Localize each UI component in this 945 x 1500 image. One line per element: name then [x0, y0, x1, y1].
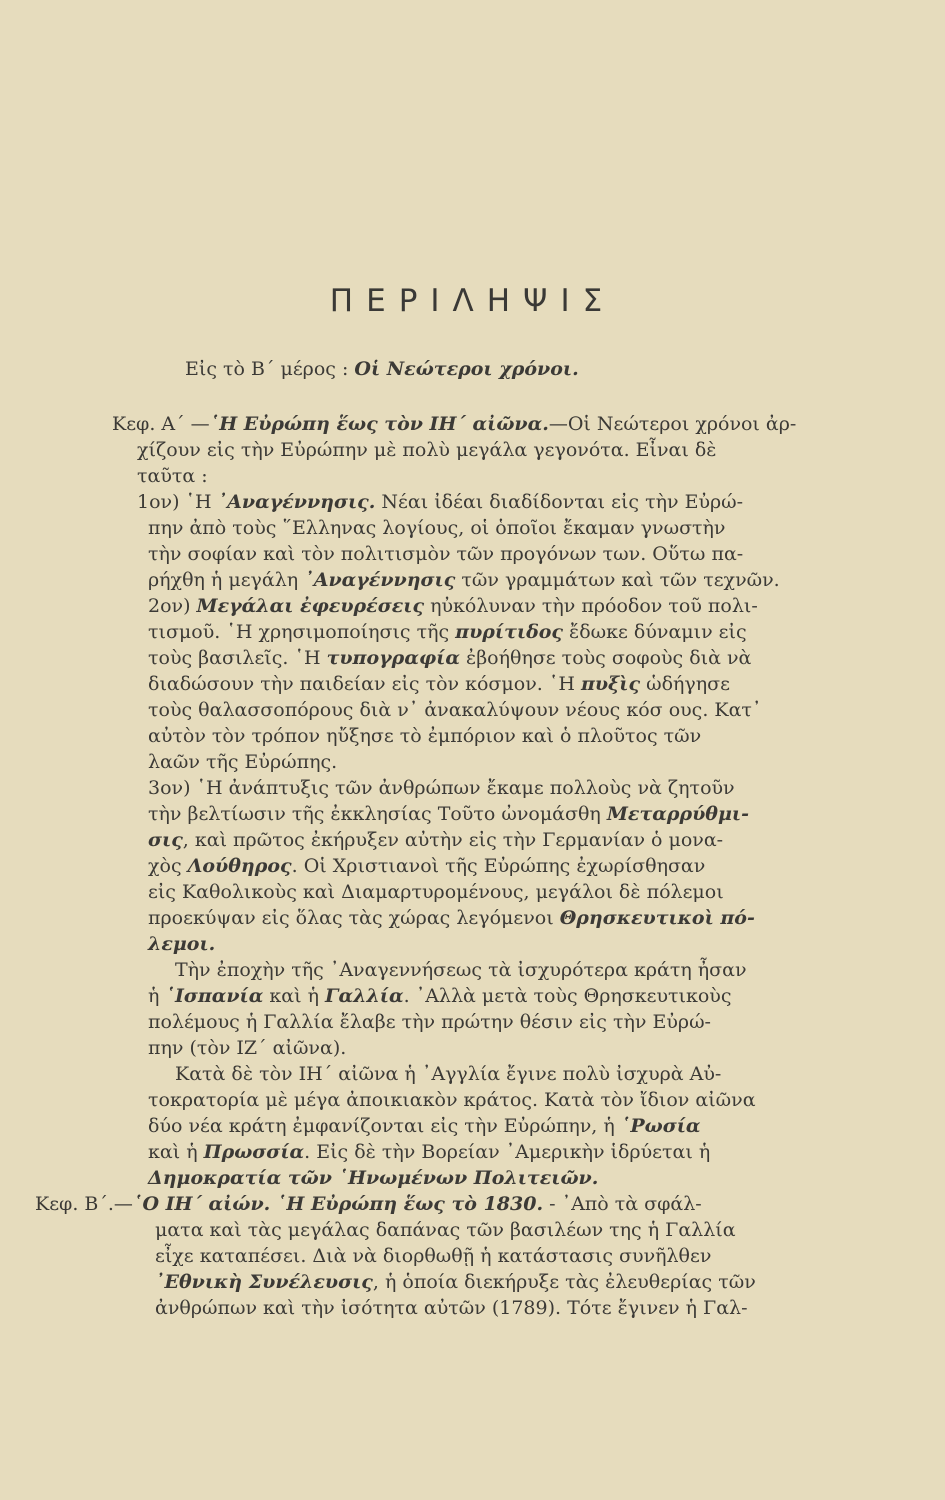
text-line: ματα καὶ τὰς μεγάλας δαπάνας τῶν βασιλέων της ἡ Γαλλία [155, 1219, 736, 1241]
text-line: εἶχε καταπέσει. Διὰ νὰ διορθωθῇ ἡ κατάστασις συνῆλθεν [155, 1245, 712, 1267]
text-line: ρήχθη ἡ μεγάλη ᾿Αναγέννησις τῶν γραμμάτων καὶ τῶν τεχνῶν. [148, 569, 780, 591]
text-line: ᾿Εθνικὴ Συνέλευσις, ἡ ὁποία διεκήρυξε τὰς ἐλευθερίας τῶν [155, 1271, 756, 1293]
chapter-b-heading: Κεφ. Β΄.—῾Ο ΙΗ΄ αἰών. ῾Η Εὐρώπη ἕως τὸ 1830. - ᾿Απὸ τὰ σφάλ- [35, 1193, 702, 1215]
text-line: τοὺς βασιλεῖς. ῾Η τυπογραφία ἐβοήθησε τοὺς σοφοὺς διὰ νὰ [148, 647, 752, 669]
text-line: τοὺς θαλασσοπόρους διὰ ν᾿ ἀνακαλύψουν νέους κόσ ους. Κατ᾿ [148, 699, 762, 721]
text-line: πην ἀπὸ τοὺς ῞Ελληνας λογίους, οἱ ὁποῖοι ἔκαμαν γνωστὴν [148, 517, 726, 539]
text-line: λεμοι. [148, 933, 216, 955]
text-line: ἡ ῾Ισπανία καὶ ἡ Γαλλία. ᾿Αλλὰ μετὰ τοὺς Θρησκευτικοὺς [148, 985, 732, 1007]
text-line: ἀνθρώπων καὶ τὴν ἰσότητα αὐτῶν (1789). Τότε ἔγινεν ἡ Γαλ- [155, 1297, 748, 1319]
text-line: 1ον) ῾Η ᾿Αναγέννησις. Νέαι ἰδέαι διαδίδονται εἰς τὴν Εὐρώ- [137, 491, 744, 513]
text-line: Κατὰ δὲ τὸν ΙΗ΄ αἰῶνα ἡ ᾿Αγγλία ἔγινε πολὺ ἰσχυρὰ Αὐ- [175, 1063, 722, 1085]
text-line: καὶ ἡ Πρωσσία. Εἰς δὲ τὴν Βορείαν ᾿Αμερικὴν ἱδρύεται ἡ [148, 1141, 711, 1163]
section-subtitle: Εἰς τὸ Β΄ μέρος : Οἱ Νεώτεροι χρόνοι. [185, 358, 579, 380]
text-line: Δημοκρατία τῶν ῾Ηνωμένων Πολιτειῶν. [148, 1167, 599, 1189]
text-line: τὴν βελτίωσιν τῆς ἐκκλησίας Τοῦτο ὠνομάσθη Μεταρρύθμι- [148, 803, 749, 825]
text-line: σις, καὶ πρῶτος ἐκήρυξεν αὐτὴν εἰς τὴν Γερμανίαν ὁ μονα- [148, 829, 724, 851]
text-line: τὴν σοφίαν καὶ τὸν πολιτισμὸν τῶν προγόνων των. Οὕτω πα- [148, 543, 744, 565]
text-line: πην (τὸν ΙΖ΄ αἰῶνα). [148, 1037, 347, 1059]
text-line: τισμοῦ. ῾Η χρησιμοποίησις τῆς πυρίτιδος ἔδωκε δύναμιν εἰς [148, 621, 747, 643]
text-line: λαῶν τῆς Εὐρώπης. [148, 751, 338, 773]
text-line: διαδώσουν τὴν παιδείαν εἰς τὸν κόσμον. ῾Η πυξὶς ὡδήγησε [148, 673, 730, 695]
text-line: τοκρατορία μὲ μέγα ἀποικιακὸν κράτος. Κατὰ τὸν ἴδιον αἰῶνα [148, 1089, 756, 1111]
text-line: προεκύψαν εἰς ὅλας τὰς χώρας λεγόμενοι Θρησκευτικοὶ πό- [148, 907, 755, 929]
chapter-a-heading: Κεφ. Α΄ —῾Η Εὐρώπη ἕως τὸν ΙΗ΄ αἰῶνα.—Οἱ Νεώτεροι χρόνοι ἀρ- [112, 413, 797, 435]
text-line: εἰς Καθολικοὺς καὶ Διαμαρτυρομένους, μεγάλοι δὲ πόλεμοι [148, 881, 724, 903]
text-line: πολέμους ἡ Γαλλία ἔλαβε τὴν πρώτην θέσιν εἰς τὴν Εὐρώ- [148, 1011, 711, 1033]
text-line: χὸς Λούθηρος. Οἱ Χριστιανοὶ τῆς Εὐρώπης ἐχωρίσθησαν [148, 855, 706, 877]
page-title: ΠΕΡΙΛΗΨΙΣ [329, 282, 616, 319]
text-line: 2ον) Μεγάλαι ἐφευρέσεις ηὐκόλυναν τὴν πρόοδον τοῦ πολι- [148, 595, 758, 617]
text-line: 3ον) ῾Η ἀνάπτυξις τῶν ἀνθρώπων ἔκαμε πολλοὺς νὰ ζητοῦν [148, 777, 735, 799]
text-line: αὐτὸν τὸν τρόπον ηὔξησε τὸ ἐμπόριον καὶ ὁ πλοῦτος τῶν [148, 725, 702, 747]
text-line: χίζουν εἰς τὴν Εὐρώπην μὲ πολὺ μεγάλα γεγονότα. Εἶναι δὲ [137, 439, 717, 461]
text-line: Τὴν ἐποχὴν τῆς ᾿Αναγεννήσεως τὰ ἰσχυρότερα κράτη ἦσαν [175, 959, 747, 981]
text-line: δύο νέα κράτη ἐμφανίζονται εἰς τὴν Εὐρώπην, ἡ ῾Ρωσία [148, 1115, 701, 1137]
text-line: ταῦτα : [137, 465, 208, 487]
